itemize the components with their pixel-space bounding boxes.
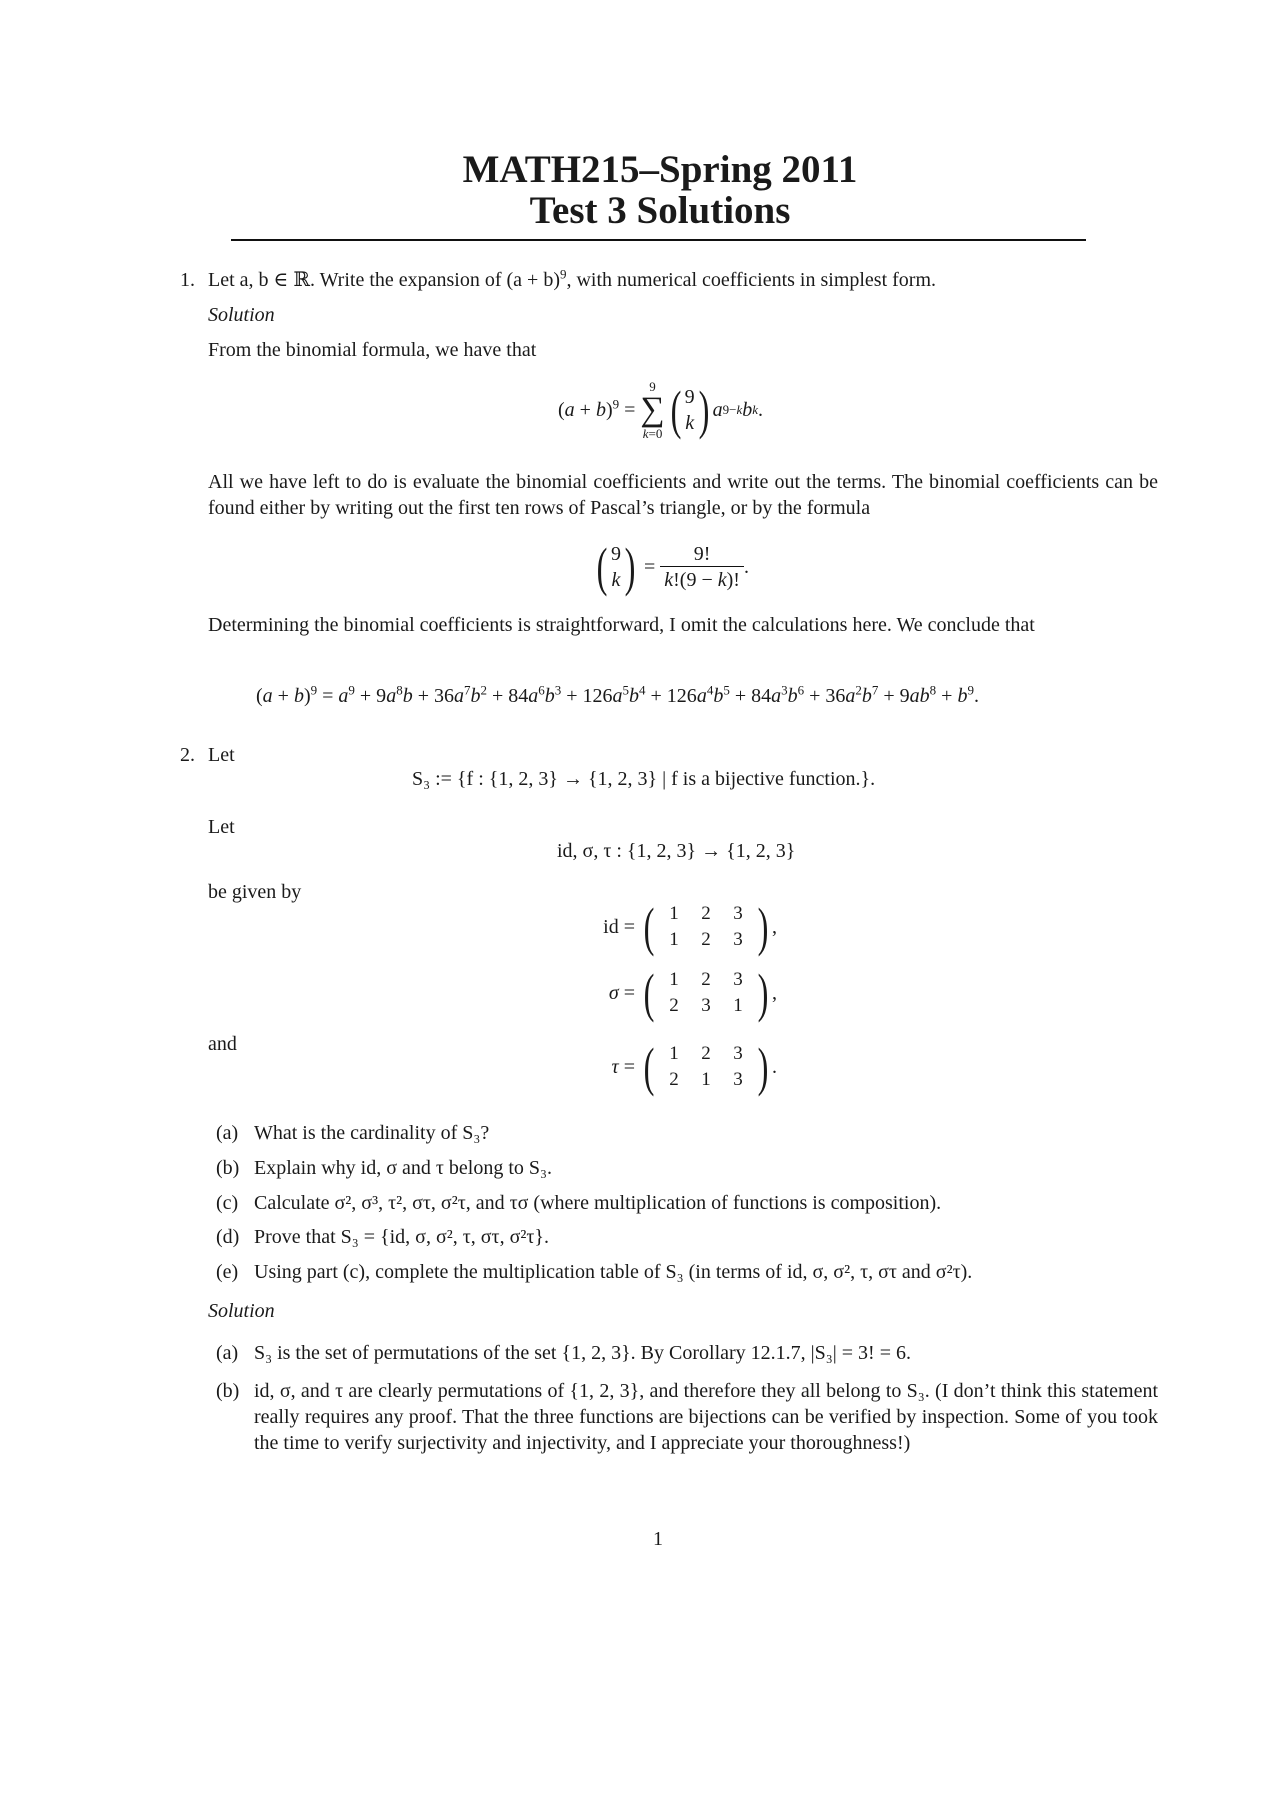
q2-solution-label: Solution: [208, 1300, 275, 1322]
permutation-sigma: σ = ( 1 2 3 2 3 1 ) ,: [608, 963, 777, 1023]
q2-maps: id, σ, τ : {1, 2, 3} → {1, 2, 3}: [557, 840, 796, 862]
title-line-1: MATH215–Spring 2011: [462, 148, 858, 191]
q2-part-d-label: (d): [216, 1226, 240, 1248]
q1-prompt-a: Let a, b ∈ ℝ. Write the expansion of (a + b): [208, 269, 560, 291]
q2-part-b-label: (b): [216, 1157, 240, 1179]
q2-part-c-text: Calculate σ², σ³, τ², στ, σ²τ, and τσ (where multiplication of functions is composition).: [254, 1192, 942, 1214]
q2-part-d: [216, 1224, 549, 1250]
q2-part-e-text: Using part (c), complete the multiplication table of S₃ (in terms of id, σ, σ², τ, στ and σ²τ).: [254, 1261, 973, 1283]
q2-answer-b-text: id, σ, and τ are clearly permutations of {1, 2, 3}, and therefore they all belong to S₃. (I don’t think this statement really requires any proof. That the three functions are bijections can be verified by inspection. Some of you took the time to verify surjectivity and injectivity, and I appreciate your thoroughness!): [254, 1380, 1158, 1454]
q2-let-1: Let: [208, 744, 235, 766]
page-number: 1: [653, 1528, 663, 1550]
q2-part-b: [216, 1155, 552, 1181]
q2-and: and: [208, 1033, 237, 1055]
q1-number: 1.: [180, 269, 195, 291]
q2-number: 2.: [180, 744, 195, 766]
q2-part-c: [216, 1190, 941, 1216]
q2-let-2: Let: [208, 816, 235, 838]
q2-part-e-label: (e): [216, 1261, 239, 1283]
q2-given-by: be given by: [208, 881, 302, 903]
q2-part-b-text: Explain why id, σ and τ belong to S₃.: [254, 1157, 552, 1179]
q1-prompt-b: , with numerical coefficients in simplest form.: [566, 269, 937, 291]
q2-answer-b-label: (b): [216, 1380, 240, 1402]
q2-part-d-text: Prove that S₃ = {id, σ, σ², τ, στ, σ²τ}.: [254, 1226, 550, 1248]
title-line-2: Test 3 Solutions: [529, 189, 791, 232]
binomial-coefficient-formula: ( 9 k ) = $\frac{9!}{k!(9 - k)!}$ .: [596, 537, 749, 597]
q2-set-definition: S₃ := {f : {1, 2, 3} → {1, 2, 3} | f is a bijective function.}.: [412, 768, 876, 790]
q1-prompt: [208, 267, 936, 293]
q2-answer-a-text: S₃ is the set of permutations of the set {1, 2, 3}. By Corollary 12.1.7, |S₃| = 3! = 6.: [254, 1342, 911, 1364]
permutation-id: id = ( 1 2 3 1 2 3 ) ,: [603, 897, 777, 957]
q2-part-a: [216, 1120, 489, 1146]
q1-solution-label: Solution: [208, 304, 275, 326]
binomial-expansion: $(a + b)^9 = a^9 + 9a^8b + 36a^7b^2 + 84a^6b^3 + 126a^5b^4 + 126a^4b^5 + 84a^3b^6 + 36a^2b^7 + 9ab^8 + b^9$.: [256, 682, 979, 707]
q2-part-c-label: (c): [216, 1192, 239, 1214]
q2-part-e: [216, 1259, 972, 1285]
q2-part-a-text: What is the cardinality of S₃?: [254, 1122, 490, 1144]
q2-part-a-label: (a): [216, 1122, 239, 1144]
q1-intro: From the binomial formula, we have that: [208, 339, 537, 361]
q2-answer-b: [216, 1378, 1158, 1456]
q1-paragraph-3: Determining the binomial coefficients is straightforward, I omit the calculations here. We conclude that: [208, 614, 1035, 636]
q2-answer-a: [216, 1340, 911, 1366]
permutation-tau: τ = ( 1 2 3 2 1 3 ) .: [611, 1037, 777, 1097]
binomial-formula: $(a + b)^9$ = 9 ∑ k=0 ( 9 k ) a 9−k b k .: [558, 379, 764, 441]
q1-prompt-exp: 9: [559, 266, 567, 282]
title-rule: [231, 239, 1086, 241]
q1-paragraph-2: All we have left to do is evaluate the binomial coefficients and write out the terms. The binomial coefficients can be found either by writing out the first ten rows of Pascal’s triangle, or by the formula: [208, 471, 1158, 519]
q2-answer-a-label: (a): [216, 1342, 239, 1364]
page-title: [0, 150, 1280, 230]
